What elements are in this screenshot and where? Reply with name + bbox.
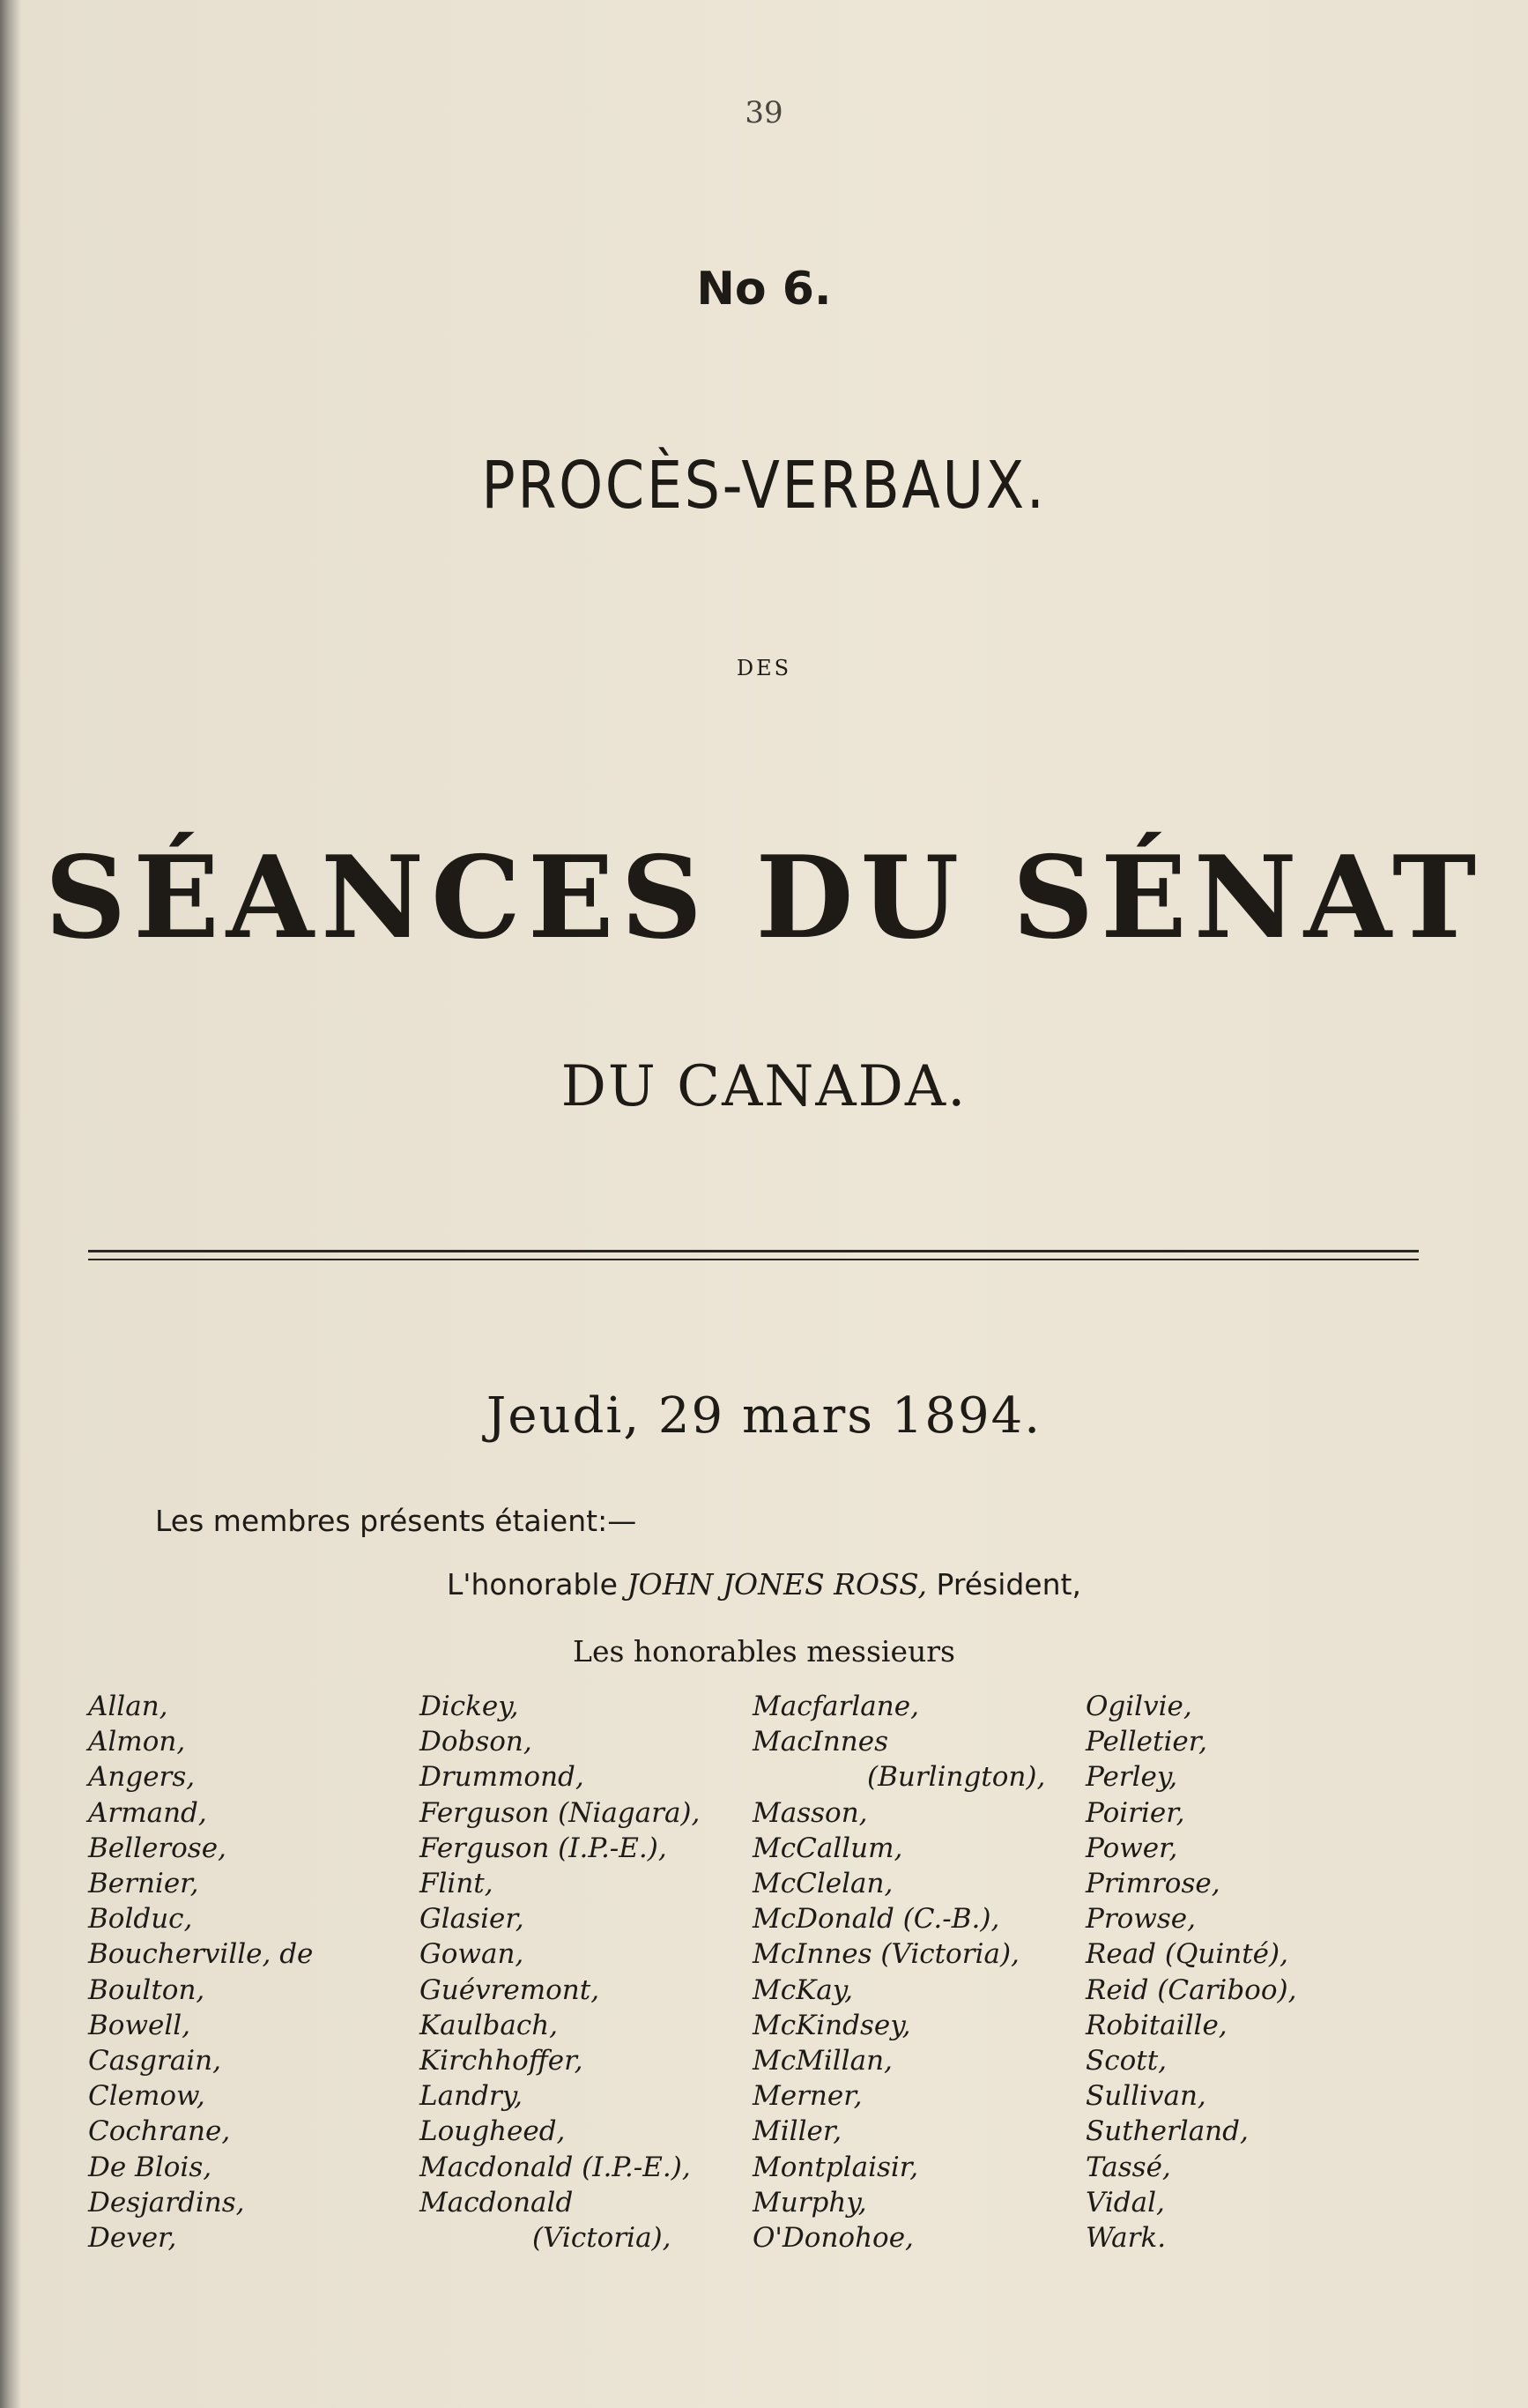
senator-name: Macfarlane, <box>753 1691 919 1722</box>
senator-name: Desjardins, <box>88 2186 245 2218</box>
senator-name: Vidal, <box>1086 2186 1165 2218</box>
senator-name: Pelletier, <box>1086 1726 1207 1758</box>
senator-name: Read (Quinté), <box>1086 1938 1288 1971</box>
senator-name: Masson, <box>753 1796 868 1829</box>
senator-name: Perley, <box>1086 1761 1178 1794</box>
names-column-1 <box>88 1689 313 2256</box>
senator-name: Dever, <box>88 2222 177 2255</box>
senator-name: Dobson, <box>419 1726 532 1758</box>
senator-name: Boulton, <box>88 1973 205 2006</box>
senator-name: Montplaisir, <box>753 2151 919 2183</box>
senator-name: Clemow, <box>88 2080 205 2113</box>
names-column-4 <box>1086 1689 1296 2256</box>
title-des: DES <box>736 656 792 680</box>
document-number: No 6. <box>696 263 832 316</box>
title-seances-du-senat: SÉANCES DU SÉNAT <box>44 832 1484 964</box>
senator-name: Merner, <box>753 2080 863 2113</box>
senator-name: McKindsey, <box>753 2009 911 2041</box>
senator-name: Ferguson (I.P.-E.), <box>419 1832 667 1864</box>
senator-name: McMillan, <box>753 2045 893 2077</box>
senator-name: Allan, <box>88 1691 168 1722</box>
senator-name: Poirier, <box>1086 1796 1185 1829</box>
senator-name: McClelan, <box>753 1868 894 1900</box>
senator-name: Guévremont, <box>419 1973 600 2006</box>
senator-name: Bernier, <box>88 1868 199 1900</box>
names-column-3 <box>753 1689 1045 2256</box>
page-number: 39 <box>745 95 783 130</box>
senator-name: Kaulbach, <box>419 2009 559 2041</box>
members-heading: Les honorables messieurs <box>573 1634 955 1669</box>
senator-name: Gowan, <box>419 1938 524 1971</box>
president-prefix: L'honorable <box>447 1567 618 1602</box>
senator-name: Casgrain, <box>88 2045 221 2077</box>
senator-name: Drummond, <box>419 1761 584 1794</box>
divider-rule-top <box>88 1250 1419 1252</box>
senator-name: Macdonald <box>419 2186 574 2218</box>
senator-name: McCallum, <box>753 1832 903 1864</box>
senator-name: Robitaille, <box>1086 2009 1228 2041</box>
senator-name-continuation: (Victoria), <box>532 2222 671 2255</box>
senator-name: Prowse, <box>1086 1903 1196 1936</box>
senator-name: Bolduc, <box>88 1903 193 1936</box>
senator-name: Ogilvie, <box>1086 1691 1192 1722</box>
senator-name: Ferguson (Niagara), <box>419 1796 701 1829</box>
senator-name: McDonald (C.-B.), <box>753 1903 1000 1936</box>
session-date: Jeudi, 29 mars 1894. <box>486 1387 1042 1445</box>
senator-name: Primrose, <box>1086 1868 1220 1900</box>
senator-name: Flint, <box>419 1868 493 1900</box>
senator-name: Glasier, <box>419 1903 524 1936</box>
senator-name: Murphy, <box>753 2186 867 2218</box>
senator-name: Armand, <box>88 1796 207 1829</box>
senator-name: O'Donohoe, <box>753 2222 914 2255</box>
title-du-canada: DU CANADA. <box>560 1054 968 1119</box>
senator-name: Almon, <box>88 1726 186 1758</box>
senator-name-continuation: (Burlington), <box>867 1761 1046 1794</box>
senator-name: Dickey, <box>419 1691 519 1722</box>
senator-name: MacInnes <box>753 1726 889 1758</box>
senator-name: Angers, <box>88 1761 196 1794</box>
title-proces-verbaux: PROCÈS-VERBAUX. <box>481 448 1047 524</box>
divider-rule-bottom <box>88 1259 1419 1260</box>
members-present-intro: Les membres présents étaient:— <box>155 1504 637 1538</box>
president-title: Président, <box>936 1567 1081 1602</box>
president-line <box>0 1567 1528 1602</box>
senator-name: Wark. <box>1086 2222 1167 2255</box>
senator-name: Tassé, <box>1086 2151 1171 2183</box>
senator-name: Sutherland, <box>1086 2115 1249 2148</box>
president-name: JOHN JONES ROSS, <box>627 1567 928 1602</box>
senator-name: Miller, <box>753 2115 842 2148</box>
senator-name: Reid (Cariboo), <box>1086 1973 1297 2006</box>
senator-name: Kirchhoffer, <box>419 2045 583 2077</box>
senator-name: Sullivan, <box>1086 2080 1206 2113</box>
senator-name: Cochrane, <box>88 2115 231 2148</box>
senator-name: McKay, <box>753 1973 853 2006</box>
senator-name: Landry, <box>419 2080 523 2113</box>
senator-name: Bowell, <box>88 2009 191 2041</box>
senator-name: Scott, <box>1086 2045 1168 2077</box>
senator-name: Power, <box>1086 1832 1178 1864</box>
senator-name: Boucherville, de <box>88 1938 314 1971</box>
senator-name: McInnes (Victoria), <box>753 1938 1020 1971</box>
senator-name: De Blois, <box>88 2151 212 2183</box>
senator-name: Lougheed, <box>419 2115 566 2148</box>
senator-name: Macdonald (I.P.-E.), <box>419 2151 691 2183</box>
senator-name: Bellerose, <box>88 1832 226 1864</box>
names-column-2 <box>419 1689 700 2256</box>
